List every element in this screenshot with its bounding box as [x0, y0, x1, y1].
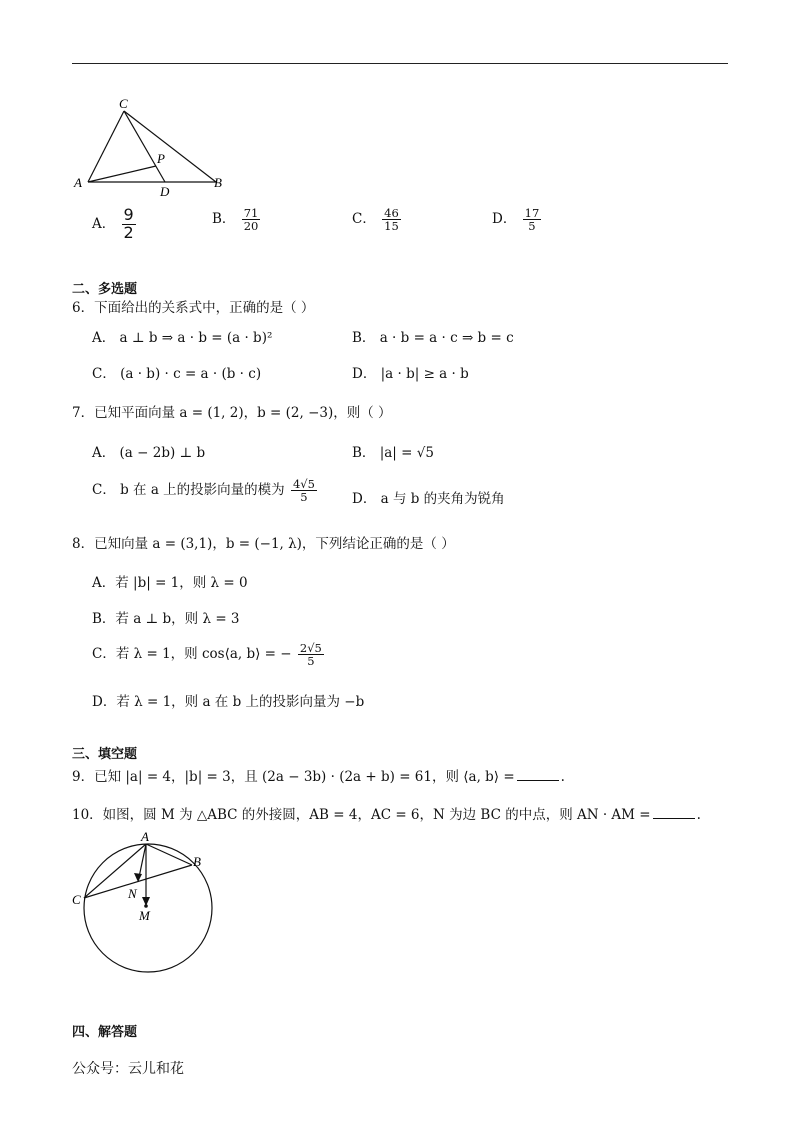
q10-answer-blank[interactable] — [653, 807, 695, 819]
q6-option-b[interactable]: B． a · b = a · c ⇒ b = c — [352, 330, 514, 346]
q7-stem: 7．已知平面向量 a = (1, 2)，b = (2, −3)，则（ ） — [72, 405, 392, 421]
circle-label-b: B — [193, 854, 201, 869]
footer-text: 公众号：云儿和花 — [72, 1061, 184, 1077]
q7-option-a[interactable]: A． (a − 2b) ⊥ b — [92, 445, 206, 461]
circle-label-c: C — [72, 892, 81, 907]
q7-option-d[interactable]: D． a 与 b 的夹角为锐角 — [352, 491, 505, 507]
q8-option-b[interactable]: B．若 a ⊥ b，则 λ = 3 — [92, 611, 240, 627]
q6-option-d[interactable]: D． |a · b| ≥ a · b — [352, 366, 469, 382]
q9-stem: 9．已知 |a| = 4，|b| = 3，且 (2a − 3b) · (2a + b) = 61，则 ⟨a, b⟩ = . — [72, 769, 565, 785]
circle-label-m: M — [139, 908, 150, 923]
triangle-figure — [70, 95, 240, 205]
circle-figure — [66, 826, 236, 976]
q10-stem: 10．如图，圆 M 为 △ABC 的外接圆，AB = 4，AC = 6，N 为边 BC 的中点，则 AN · AM = . — [72, 807, 701, 823]
q8-option-a[interactable]: A．若 |b| = 1，则 λ = 0 — [92, 575, 248, 591]
circle-label-n: N — [128, 886, 137, 901]
label-b: B — [214, 175, 222, 190]
q6-option-c[interactable]: C． (a · b) · c = a · (b · c) — [92, 366, 262, 382]
q8-option-c[interactable]: C．若 λ = 1，则 cos⟨a, b⟩ = − $\frac{2√5}{5}$ — [92, 641, 322, 669]
q6-option-a[interactable]: A． a ⊥ b ⇒ a · b = (a · b)² — [92, 330, 273, 346]
q5-option-c[interactable]: C． $\frac{46}{15}$ — [352, 206, 399, 234]
label-c: C — [119, 96, 128, 111]
q7-option-b[interactable]: B． |a| = √5 — [352, 445, 434, 461]
q7-option-c[interactable]: C． b 在 a 上的投影向量的模为 $\frac{4√5}{5}$ — [92, 477, 315, 505]
q9-answer-blank[interactable] — [517, 769, 559, 781]
header-rule — [72, 63, 728, 64]
label-p: P — [157, 151, 165, 166]
q8-option-d[interactable]: D．若 λ = 1，则 a 在 b 上的投影向量为 −b — [92, 694, 365, 710]
label-a: A — [74, 175, 82, 190]
section-answer-title: 四、解答题 — [72, 1025, 138, 1040]
q5-option-b[interactable]: B． $\frac{71}{20}$ — [212, 206, 259, 234]
section-multiple-choice-title: 二、多选题 — [72, 282, 138, 297]
q5-option-d[interactable]: D． $\frac{17}{5}$ — [492, 206, 540, 234]
q6-stem: 6．下面给出的关系式中，正确的是（ ） — [72, 300, 315, 316]
section-fill-blank-title: 三、填空题 — [72, 747, 138, 762]
q8-stem: 8．已知向量 a = (3,1)，b = (−1, λ)，下列结论正确的是（ ） — [72, 536, 455, 552]
q5-option-a[interactable]: A． $\frac{9}{2}$ — [92, 205, 134, 242]
circle-label-a: A — [141, 829, 149, 844]
label-d: D — [160, 184, 170, 199]
